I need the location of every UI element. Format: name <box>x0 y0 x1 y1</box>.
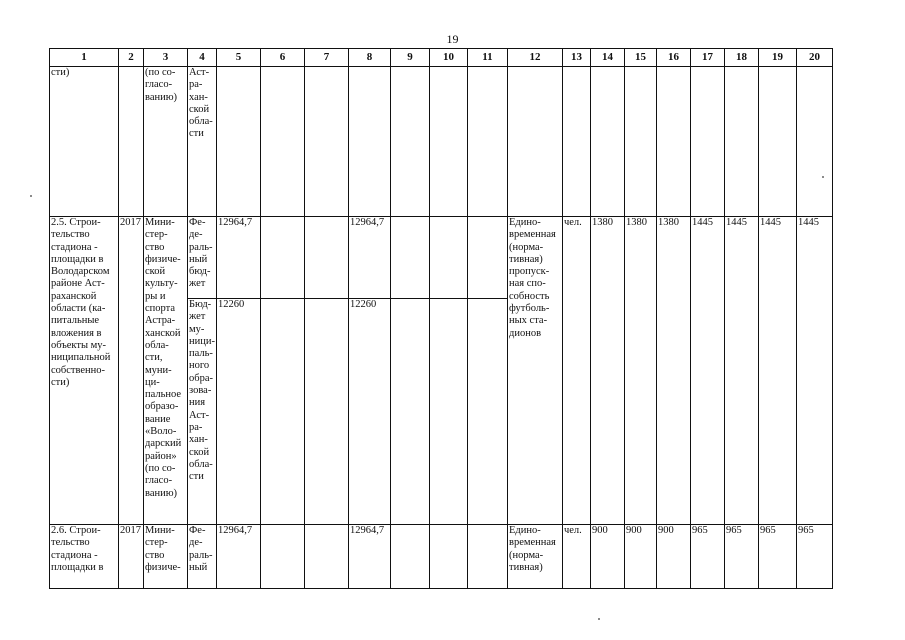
column-header: 7 <box>304 49 348 67</box>
table-cell <box>390 299 429 525</box>
cell-total: 12964,7 <box>216 217 260 299</box>
table-cell <box>690 67 724 217</box>
column-header: 2 <box>119 49 144 67</box>
column-header: 18 <box>724 49 758 67</box>
column-header: 14 <box>590 49 624 67</box>
column-header: 4 <box>188 49 217 67</box>
column-header: 20 <box>796 49 832 67</box>
cell-source: Фе- де- раль- ный <box>188 525 217 589</box>
cell-year: 2017 <box>119 525 144 589</box>
table-row-2-6 <box>50 525 833 589</box>
cell-total: 12964,7 <box>216 525 260 589</box>
cell-value: 900 <box>624 525 656 589</box>
cell-year <box>119 67 144 217</box>
cell-value: 1380 <box>656 217 690 525</box>
column-header: 3 <box>144 49 188 67</box>
cell-value: 965 <box>690 525 724 589</box>
cell-name: сти) <box>50 67 119 217</box>
cell-col8: 12964,7 <box>348 525 390 589</box>
cell-unit: чел. <box>562 525 590 589</box>
column-header: 6 <box>260 49 304 67</box>
header-row <box>50 49 833 67</box>
table-cell <box>624 67 656 217</box>
cell-value: 1445 <box>724 217 758 525</box>
table-cell <box>758 67 796 217</box>
table-cell <box>429 299 467 525</box>
cell-col8: 12964,7 <box>348 217 390 299</box>
table-row-continuation <box>50 67 833 217</box>
table-cell <box>260 67 304 217</box>
cell-executor: Мини- стер- ство физиче- <box>144 525 188 589</box>
table-cell <box>304 299 348 525</box>
cell-source: Аст- ра- хан- ской обла- сти <box>188 67 217 217</box>
table-cell <box>390 525 429 589</box>
column-header: 19 <box>758 49 796 67</box>
cell-executor: Мини- стер- ство физиче- ской культу- ры и спорта Астра- ханской обла- сти, муни- ци- пальное образо- вание «Воло- дарский район» (по со- гласо- ванию) <box>144 217 188 525</box>
cell-value: 965 <box>796 525 832 589</box>
column-header: 15 <box>624 49 656 67</box>
cell-value: 1445 <box>758 217 796 525</box>
cell-value: 1380 <box>624 217 656 525</box>
scan-speck <box>598 618 600 620</box>
cell-source: Фе- де- раль- ный бюд- жет <box>188 217 217 299</box>
page-number: 19 <box>446 32 459 46</box>
program-table <box>49 48 833 589</box>
cell-indicator: Едино- временная (норма- тивная) <box>507 525 562 589</box>
cell-year: 2017 <box>119 217 144 525</box>
cell-value: 1445 <box>796 217 832 525</box>
cell-unit: чел. <box>562 217 590 525</box>
table-cell <box>724 67 758 217</box>
table-cell <box>507 67 562 217</box>
column-header: 12 <box>507 49 562 67</box>
cell-name: 2.5. Строи- тельство стадиона - площадки в Володарском районе Аст- раханской области (ка- питальные вложения в объекты му- ниципальной собственно- сти) <box>50 217 119 525</box>
cell-total: 12260 <box>216 299 260 525</box>
cell-value: 900 <box>590 525 624 589</box>
cell-value: 965 <box>758 525 796 589</box>
table-cell <box>429 525 467 589</box>
cell-name: 2.6. Строи- тельство стадиона - площадки в <box>50 525 119 589</box>
table-cell <box>429 217 467 299</box>
table-cell <box>390 67 429 217</box>
table-cell <box>260 299 304 525</box>
table-row-2-5 <box>50 217 833 299</box>
table-cell <box>304 525 348 589</box>
table-cell <box>304 217 348 299</box>
cell-indicator: Едино- временная (норма- тивная) пропуск- ная спо- собность футболь- ных ста- дионов <box>507 217 562 525</box>
cell-value: 965 <box>724 525 758 589</box>
cell-value: 1445 <box>690 217 724 525</box>
table-cell <box>656 67 690 217</box>
table-cell <box>467 217 507 299</box>
table-cell <box>467 67 507 217</box>
table-cell <box>216 67 260 217</box>
table-cell <box>260 217 304 299</box>
cell-value: 1380 <box>590 217 624 525</box>
column-header: 17 <box>690 49 724 67</box>
column-header: 5 <box>216 49 260 67</box>
scan-speck <box>30 195 32 197</box>
table-cell <box>796 67 832 217</box>
scan-speck <box>822 176 824 178</box>
table-cell <box>390 217 429 299</box>
cell-col8: 12260 <box>348 299 390 525</box>
table-cell <box>429 67 467 217</box>
table-cell <box>467 299 507 525</box>
column-header: 10 <box>429 49 467 67</box>
column-header: 9 <box>390 49 429 67</box>
table-cell <box>590 67 624 217</box>
table-cell <box>304 67 348 217</box>
cell-value: 900 <box>656 525 690 589</box>
column-header: 16 <box>656 49 690 67</box>
column-header: 1 <box>50 49 119 67</box>
table-cell <box>467 525 507 589</box>
column-header: 11 <box>467 49 507 67</box>
cell-executor: (по со- гласо- ванию) <box>144 67 188 217</box>
table-cell <box>260 525 304 589</box>
table-cell <box>562 67 590 217</box>
column-header: 13 <box>562 49 590 67</box>
column-header: 8 <box>348 49 390 67</box>
cell-source: Бюд- жет му- ници- паль- ного обра- зова- ния Аст- ра- хан- ской обла- сти <box>188 299 217 525</box>
table-cell <box>348 67 390 217</box>
